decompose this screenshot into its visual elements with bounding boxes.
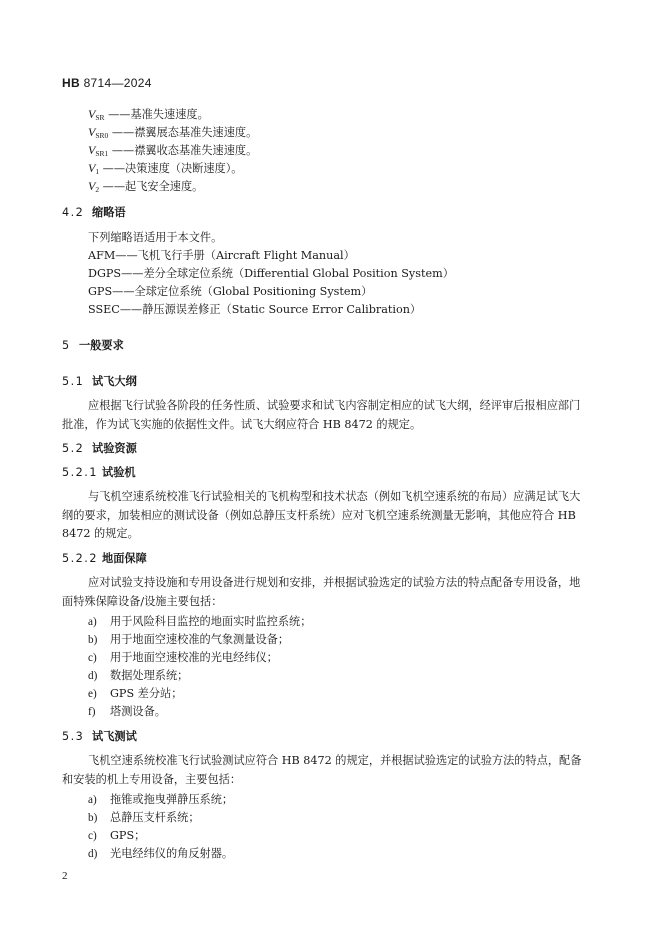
paragraph: 与飞机空速系统校准飞行试验相关的飞机构型和技术状态（例如飞机空速系统的布局）应满足试飞大纲的要求，加装相应的测试设备（例如总静压支杆系统）应对飞机空速系统测量无影响，其他应符合 HB 8472 的规定。	[62, 490, 581, 540]
section-heading: 5.1 试飞大纲	[62, 375, 137, 388]
symbol-definition: $V_1$ ——决策速度（决断速度）。	[88, 161, 243, 176]
paragraph: 飞机空速系统校准飞行试验测试应符合 HB 8472 的规定，并根据试验选定的试验方法的特点，配备和安装的机上专用设备，主要包括：	[62, 754, 582, 786]
abbreviation-entry: AFM——飞机飞行手册（Aircraft Flight Manual）	[88, 249, 355, 262]
section-heading: 5.3 试飞测试	[62, 730, 137, 743]
list-item: c) GPS；	[88, 829, 146, 842]
symbol-definition: $V_{SR0}$ ——襟翼展态基准失速速度。	[88, 125, 258, 140]
list-item: a) 用于风险科目监控的地面实时监控系统；	[88, 615, 312, 628]
list-item: d) 光电经纬仪的角反射器。	[88, 847, 234, 860]
symbol-definition: $V_{SR1}$ ——襟翼收态基准失速速度。	[88, 143, 258, 158]
symbol-definition: $V_2$ ——起飞安全速度。	[88, 179, 204, 194]
paragraph: 应对试验支持设施和专用设备进行规划和安排，并根据试验选定的试验方法的特点配备专用设备，地面特殊保障设备/设施主要包括：	[62, 576, 581, 608]
list-item: b) 用于地面空速校准的气象测量设备；	[88, 633, 290, 646]
subsection-heading: 5.2.1 试验机	[62, 466, 136, 479]
standard-code: HB	[62, 76, 80, 90]
section-heading: 5.2 试验资源	[62, 442, 137, 455]
list-item: a) 拖锥或拖曳弹静压系统；	[88, 793, 234, 806]
standard-number: 8714—2024	[83, 76, 152, 90]
abbreviation-entry: GPS——全球定位系统（Global Positioning System）	[88, 285, 373, 298]
subsection-heading: 5.2.2 地面保障	[62, 552, 147, 565]
page-number: 2	[62, 870, 68, 882]
document-header	[62, 76, 152, 90]
list-item: e) GPS 差分站；	[88, 687, 183, 700]
section-heading: 4.2 缩略语	[62, 206, 126, 219]
paragraph: 应根据飞行试验各阶段的任务性质、试验要求和试飞内容制定相应的试飞大纲，经评审后报相应部门批准，作为试飞实施的依据性文件。试飞大纲应符合 HB 8472 的规定。	[62, 399, 581, 431]
symbol-definition: $V_{SR}$ ——基准失速速度。	[88, 107, 209, 122]
list-item: d) 数据处理系统；	[88, 669, 189, 682]
list-item: b) 总静压支杆系统；	[88, 811, 200, 824]
paragraph: 下列缩略语适用于本文件。	[88, 231, 223, 244]
abbreviation-entry: DGPS——差分全球定位系统（Differential Global Position System）	[88, 267, 454, 280]
list-item: c) 用于地面空速校准的光电经纬仪；	[88, 651, 278, 664]
list-item: f) 塔测设备。	[88, 705, 166, 718]
abbreviation-entry: SSEC——静压源误差修正（Static Source Error Calibration）	[88, 303, 422, 316]
chapter-heading: 5 一般要求	[62, 339, 124, 352]
